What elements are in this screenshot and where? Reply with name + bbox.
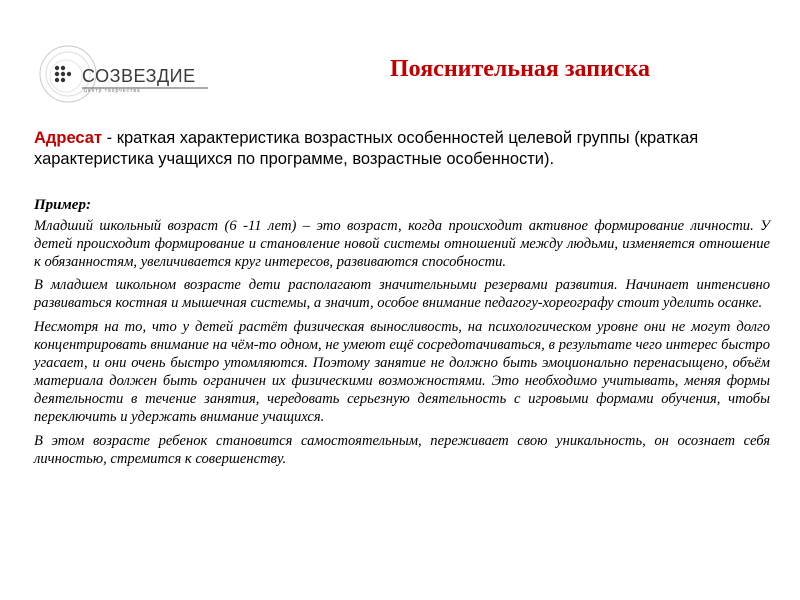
example-label: Пример: — [34, 197, 91, 213]
page-title: Пояснительная записка — [389, 56, 650, 82]
logo-name: СОЗВЕЗДИЕ — [82, 66, 196, 86]
example-paragraph: В этом возрасте ребенок становится самостоятельным, переживает свою уникальность, он осознает себя личностью, стремится к совершенству. — [34, 433, 770, 467]
addressee-term: Адресат — [34, 129, 103, 147]
logo-subtitle: центр творчества — [84, 88, 141, 94]
example-paragraph: Младший школьный возраст (6 -11 лет) – это возраст, когда происходит активное формирование личности. У детей происходит формирование и становление новой системы отношений между людьми, изменяется отношение к обязанностям, увеличивается круг интересов, развиваются способности. — [34, 218, 770, 270]
addressee-block — [34, 128, 774, 170]
example-block — [34, 196, 770, 474]
example-paragraph: Несмотря на то, что у детей растёт физическая выносливость, на психологическом уровне они не могут долго концентрировать внимание на чём-то одном, не умеют ещё сосредотачиваться, в результате чего интерес быстро угасает, и они очень быстро утомляются. Поэтому занятие не должно быть эмоционально перенасыщено, объём материала должен быть ограничен их физическими возможностями. Это необходимо учитывать, меняя формы деятельности в течение занятия, чередовать серьезную деятельность с игровыми формами обучения, чтобы переключить и удержать внимание учащихся. — [34, 319, 770, 425]
example-paragraph: В младшем школьном возрасте дети располагают значительными резервами развития. Начинает интенсивно развиваться костная и мышечная системы, а значит, особое внимание педагогу-хореографу стоит уделить осанке. — [34, 277, 770, 311]
addressee-description: - краткая характеристика возрастных особенностей целевой группы (краткая характеристика учащихся по программе, возрастные особенности). — [34, 129, 699, 168]
